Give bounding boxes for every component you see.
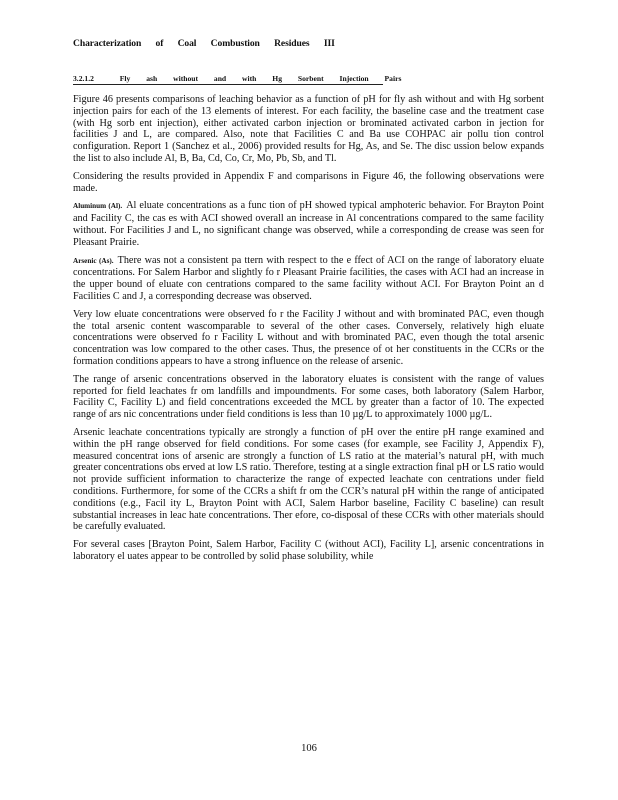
section-heading (73, 74, 402, 85)
paragraph: Figure 46 presents comparisons of leaching behavior as a function of pH for fly ash without and with Hg sorbent injection pairs for each of the 13 elements of interest. For each facility, the baseline case and the treatment case (with Hg sorb ent injection), either activated carbon injection or brominated activated carbon in jection for facilities J and L, are compared. Also, note that Facilities C and Ba use COHPAC air pollu tion control configuration. Report 1 (Sanchez et al., 2006) provided results for Hg, As, and Se. The disc ussion below expands the list to also include Al, B, Ba, Cd, Co, Cr, Mo, Pb, Sb, and Tl. (73, 94, 544, 164)
paragraph: The range of arsenic concentrations observed in the laboratory eluates is consistent with the range of values reported for field leachates fr om landfills and impoundments. For some cases, both laboratory (Salem Harbor, Facility C, Facility L) and field concentrations exceeded the MCL by greater than a factor of 10. The expected range of ars nic concentrations under field conditions is less than 10 µg/L to approximately 1000 µg/L. (73, 373, 544, 421)
section-title: Fly ash without and with Hg Sorbent Injection Pairs (119, 74, 402, 83)
paragraph: For several cases [Brayton Point, Salem Harbor, Facility C (without ACI), Facility L], arsenic concentrations in laboratory el uates appear to be controlled by solid phase solubility, while (73, 539, 544, 562)
paragraph-arsenic (73, 255, 544, 303)
page-number: 106 (301, 743, 317, 754)
paragraph-text: There was not a consistent pa ttern with respect to the e ffect of ACI on the range of laboratory eluate concentrations. For Salem Harbor and slightly fo r Pleasant Prairie facilities, the cases with ACI had an increase in the upper bound of eluate con centrations compared to the same facility without ACI. For Brayton Point an d Facilities C and J, a corresponding decrease was observed. (73, 254, 545, 302)
running-header: Characterization of Coal Combustion Residues III (73, 38, 335, 49)
run-in-heading: Arsenic (As). (73, 256, 114, 265)
paragraph: Arsenic leachate concentrations typically are strongly a function of pH over the entire pH range examined and within the pH range observed for field conditions. For some cases (for example, see Facility J, Appendix F), measured concentrat ions of arsenic are strongly a function of LS ratio at the material’s natural pH, with much greater concentrations obs erved at low LS ratio. Therefore, testing at a single extraction final pH or LS ratio would not provide sufficient information to characterize the range of expected leachate con centrations under field conditions. Furthermore, for some of the CCRs a shift fr om the CCR’s natural pH within the range of anticipated conditions (e.g., Facil ity L, Brayton Point with ACI, Salem Harbor baseline, Facility C baseline) can result substantial increases in leac hate concentrations. Ther efore, co-disposal of these CCRs with other materials should be carefully evaluated. (73, 426, 544, 533)
paragraph-text: Al eluate concentrations as a func tion of pH showed typical amphoteric behavior. For Brayton Point and Facility C, the cas es with ACI showed overall an increase in Al concentrations compared to the same facility without. For Facilities J and L, no significant change was observed, while a corresponding de crease was seen for Pleasant Prairie. (73, 200, 544, 248)
run-in-heading: Aluminum (Al). (73, 202, 123, 211)
body-text (73, 94, 544, 569)
paragraph-aluminum (73, 200, 544, 248)
paragraph: Very low eluate concentrations were observed fo r the Facility J without and with brominated PAC, even though the total arsenic content wascomparable to several of the other cases. Conversely, relatively high eluate concentrations were observed fo r Facility L without and with brominated PAC, even though the total arsenic concentration was low compared to the other cases. Thus, the presence of ot her constituents in the CCRs or the formation conditions appears to have a strong influence on the release of arsenic. (73, 308, 544, 367)
paragraph: Considering the results provided in Appendix F and comparisons in Figure 46, the following observations were made. (73, 170, 544, 194)
section-number: 3.2.1.2 (73, 74, 94, 83)
